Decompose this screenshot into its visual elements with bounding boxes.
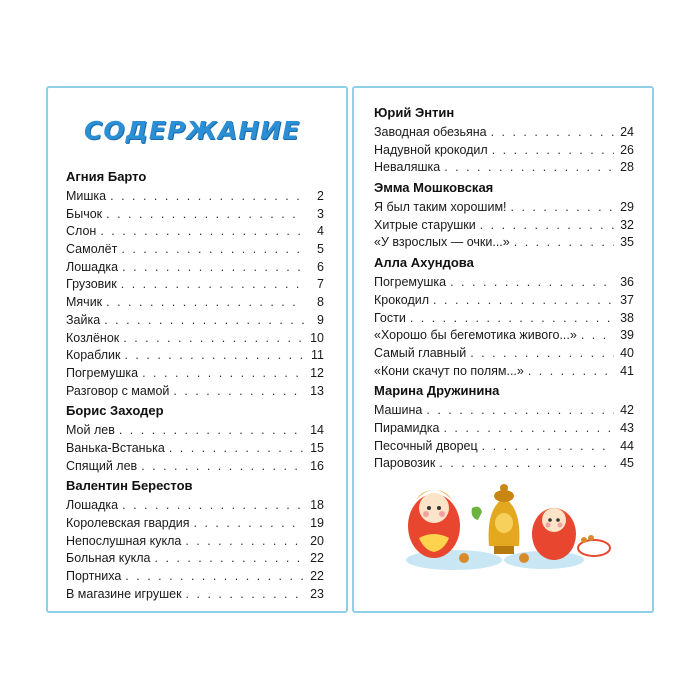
toc-entry bbox=[66, 568, 324, 586]
entry-title: В магазине игрушек bbox=[66, 586, 182, 601]
toc-entry bbox=[66, 188, 324, 206]
entry-title: Самый главный bbox=[374, 345, 467, 360]
dot-leader bbox=[155, 550, 305, 568]
dot-leader bbox=[426, 402, 614, 420]
page-number: 35 bbox=[620, 235, 634, 250]
entry-title: «У взрослых — очки...» bbox=[374, 235, 510, 250]
author-heading: Валентин Берестов bbox=[66, 478, 193, 494]
toc-entry bbox=[66, 206, 324, 224]
page-number: 42 bbox=[620, 403, 634, 418]
page-number: 13 bbox=[310, 383, 324, 398]
entry-title: Паровозик bbox=[374, 456, 436, 471]
page-number: 41 bbox=[620, 363, 634, 378]
dot-leader bbox=[470, 345, 614, 363]
entry-title: Мишка bbox=[66, 189, 107, 203]
page-number: 2 bbox=[317, 189, 324, 203]
entry-title: Погремушка bbox=[374, 275, 447, 290]
toc-right bbox=[374, 102, 634, 473]
page-number: 5 bbox=[317, 242, 324, 257]
left-page bbox=[46, 86, 348, 613]
toc-entry bbox=[374, 402, 634, 420]
page-number: 15 bbox=[310, 440, 324, 455]
page-number: 20 bbox=[310, 533, 324, 548]
page-number: 45 bbox=[620, 456, 634, 471]
entry-title: Самолёт bbox=[66, 242, 118, 257]
entry-title: Лошадка bbox=[66, 259, 119, 274]
page-number: 9 bbox=[317, 312, 324, 327]
entry-title: Грузовик bbox=[66, 277, 117, 292]
toc-entry bbox=[66, 422, 324, 440]
entry-title: «Кони скачут по полям...» bbox=[374, 363, 524, 378]
toc-entry bbox=[374, 310, 634, 328]
entry-title: Бычок bbox=[66, 206, 103, 221]
toc-entry bbox=[374, 234, 634, 252]
toc-entry bbox=[66, 586, 324, 604]
toc-entry bbox=[66, 223, 324, 241]
entry-title: Портниха bbox=[66, 569, 122, 584]
page-number: 14 bbox=[310, 423, 324, 438]
author-heading: Эмма Мошковская bbox=[374, 180, 494, 196]
dot-leader bbox=[185, 533, 304, 551]
dot-leader bbox=[142, 365, 304, 383]
toc-entry bbox=[374, 142, 634, 160]
entry-title: Я был таким хорошим! bbox=[374, 200, 507, 215]
entry-title: Зайка bbox=[66, 312, 101, 327]
page-number: 44 bbox=[620, 438, 634, 453]
entry-title: «Хорошо бы бегемотика живого...» bbox=[374, 328, 577, 343]
dot-leader bbox=[122, 497, 304, 515]
page-number: 11 bbox=[311, 348, 324, 363]
page-title: СОДЕРЖАНИЕ bbox=[84, 116, 301, 145]
toc-entry bbox=[66, 383, 324, 401]
dot-leader bbox=[410, 310, 614, 328]
dot-leader bbox=[444, 159, 614, 177]
page-number: 36 bbox=[620, 275, 634, 290]
toc-left bbox=[66, 166, 324, 603]
dot-leader bbox=[443, 420, 614, 438]
page-number: 7 bbox=[317, 277, 324, 292]
entry-title: Козлёнок bbox=[66, 330, 120, 345]
toc-entry bbox=[374, 327, 634, 345]
dot-leader bbox=[121, 276, 304, 294]
page-number: 4 bbox=[317, 224, 324, 239]
toc-entry bbox=[66, 550, 324, 568]
toc-entry bbox=[374, 420, 634, 438]
toc-entry bbox=[374, 345, 634, 363]
entry-title: Лошадка bbox=[66, 498, 119, 513]
page-number: 18 bbox=[310, 498, 324, 513]
page-number: 28 bbox=[620, 160, 634, 175]
entry-title: Хитрые старушки bbox=[374, 217, 476, 232]
page-number: 37 bbox=[620, 292, 634, 307]
page-number: 3 bbox=[317, 206, 324, 221]
toc-entry bbox=[374, 124, 634, 142]
entry-title: Песочный дворец bbox=[374, 438, 478, 453]
author-heading: Юрий Энтин bbox=[374, 105, 455, 120]
page-number: 24 bbox=[620, 125, 634, 139]
page-number: 22 bbox=[310, 569, 324, 584]
dot-leader bbox=[106, 294, 304, 312]
author-heading: Алла Ахундова bbox=[374, 255, 474, 271]
entry-title: Больная кукла bbox=[66, 551, 151, 566]
entry-title: Надувной крокодил bbox=[374, 142, 488, 157]
page-number: 10 bbox=[310, 330, 324, 345]
dot-leader bbox=[173, 383, 304, 401]
page-number: 38 bbox=[620, 310, 634, 325]
entry-title: Королевская гвардия bbox=[66, 516, 190, 530]
entry-title: Неваляшка bbox=[374, 160, 441, 175]
dot-leader bbox=[194, 515, 304, 533]
dot-leader bbox=[119, 422, 304, 440]
toc-entry bbox=[66, 330, 324, 348]
toc-entry bbox=[66, 276, 324, 294]
toc-entry bbox=[66, 365, 324, 383]
dot-leader bbox=[110, 188, 304, 206]
dot-leader bbox=[186, 586, 304, 604]
toc-entry bbox=[374, 199, 634, 217]
toc-entry bbox=[374, 217, 634, 235]
dot-leader bbox=[581, 327, 614, 345]
dot-leader bbox=[121, 241, 304, 259]
toc-entry bbox=[66, 497, 324, 515]
author-heading: Борис Заходер bbox=[66, 403, 164, 419]
entry-title: Заводная обезьяна bbox=[374, 125, 487, 139]
toc-entry bbox=[374, 363, 634, 381]
toc-entry bbox=[66, 440, 324, 458]
entry-title: Гости bbox=[374, 310, 406, 325]
page-number: 32 bbox=[620, 217, 634, 232]
dot-leader bbox=[480, 217, 614, 235]
entry-title: Спящий лев bbox=[66, 458, 138, 473]
toc-entry bbox=[374, 274, 634, 292]
toc-entry bbox=[66, 533, 324, 551]
page-number: 39 bbox=[620, 328, 634, 343]
page-number: 12 bbox=[310, 365, 324, 380]
dot-leader bbox=[450, 274, 614, 292]
toc-entry bbox=[66, 312, 324, 330]
dot-leader bbox=[528, 363, 614, 381]
entry-title: Погремушка bbox=[66, 365, 139, 380]
dot-leader bbox=[482, 438, 614, 456]
entry-title: Ванька-Встанька bbox=[66, 440, 165, 455]
entry-title: Разговор с мамой bbox=[66, 383, 170, 398]
dot-leader bbox=[123, 330, 304, 348]
dot-leader bbox=[492, 142, 614, 160]
dot-leader bbox=[106, 206, 304, 224]
page-number: 23 bbox=[310, 586, 324, 601]
entry-title: Слон bbox=[66, 224, 97, 239]
toc-entry bbox=[66, 294, 324, 312]
toc-entry bbox=[374, 292, 634, 310]
entry-title: Непослушная кукла bbox=[66, 533, 182, 548]
toc-entry bbox=[66, 458, 324, 476]
entry-title: Машина bbox=[374, 403, 423, 418]
page-number: 40 bbox=[620, 345, 634, 360]
dot-leader bbox=[124, 347, 304, 365]
dot-leader bbox=[100, 223, 304, 241]
dot-leader bbox=[104, 312, 304, 330]
entry-title: Пирамидка bbox=[374, 420, 440, 435]
page-number: 22 bbox=[310, 551, 324, 566]
author-heading: Агния Барто bbox=[66, 169, 147, 184]
dot-leader bbox=[169, 440, 304, 458]
entry-title: Мой лев bbox=[66, 423, 115, 438]
page-number: 26 bbox=[620, 142, 634, 157]
toc-entry bbox=[66, 259, 324, 277]
toc-entry bbox=[374, 159, 634, 177]
entry-title: Крокодил bbox=[374, 292, 430, 307]
dot-leader bbox=[125, 568, 304, 586]
page-number: 16 bbox=[310, 458, 324, 473]
page-number: 43 bbox=[620, 420, 634, 435]
entry-title: Мячик bbox=[66, 295, 103, 310]
page-number: 19 bbox=[310, 516, 324, 530]
matryoshka-tea-illustration bbox=[394, 468, 614, 578]
toc-entry bbox=[66, 347, 324, 365]
toc-entry bbox=[66, 241, 324, 259]
right-page bbox=[352, 86, 654, 613]
author-heading: Марина Дружинина bbox=[374, 383, 500, 399]
dot-leader bbox=[433, 292, 614, 310]
toc-entry bbox=[66, 515, 324, 533]
toc-entry bbox=[374, 438, 634, 456]
dot-leader bbox=[511, 199, 614, 217]
entry-title: Кораблик bbox=[66, 348, 121, 363]
dot-leader bbox=[491, 124, 614, 142]
page-number: 8 bbox=[317, 295, 324, 310]
dot-leader bbox=[122, 259, 304, 277]
dot-leader bbox=[141, 458, 304, 476]
dot-leader bbox=[514, 234, 614, 252]
page-number: 6 bbox=[317, 259, 324, 274]
page-number: 29 bbox=[620, 200, 634, 215]
